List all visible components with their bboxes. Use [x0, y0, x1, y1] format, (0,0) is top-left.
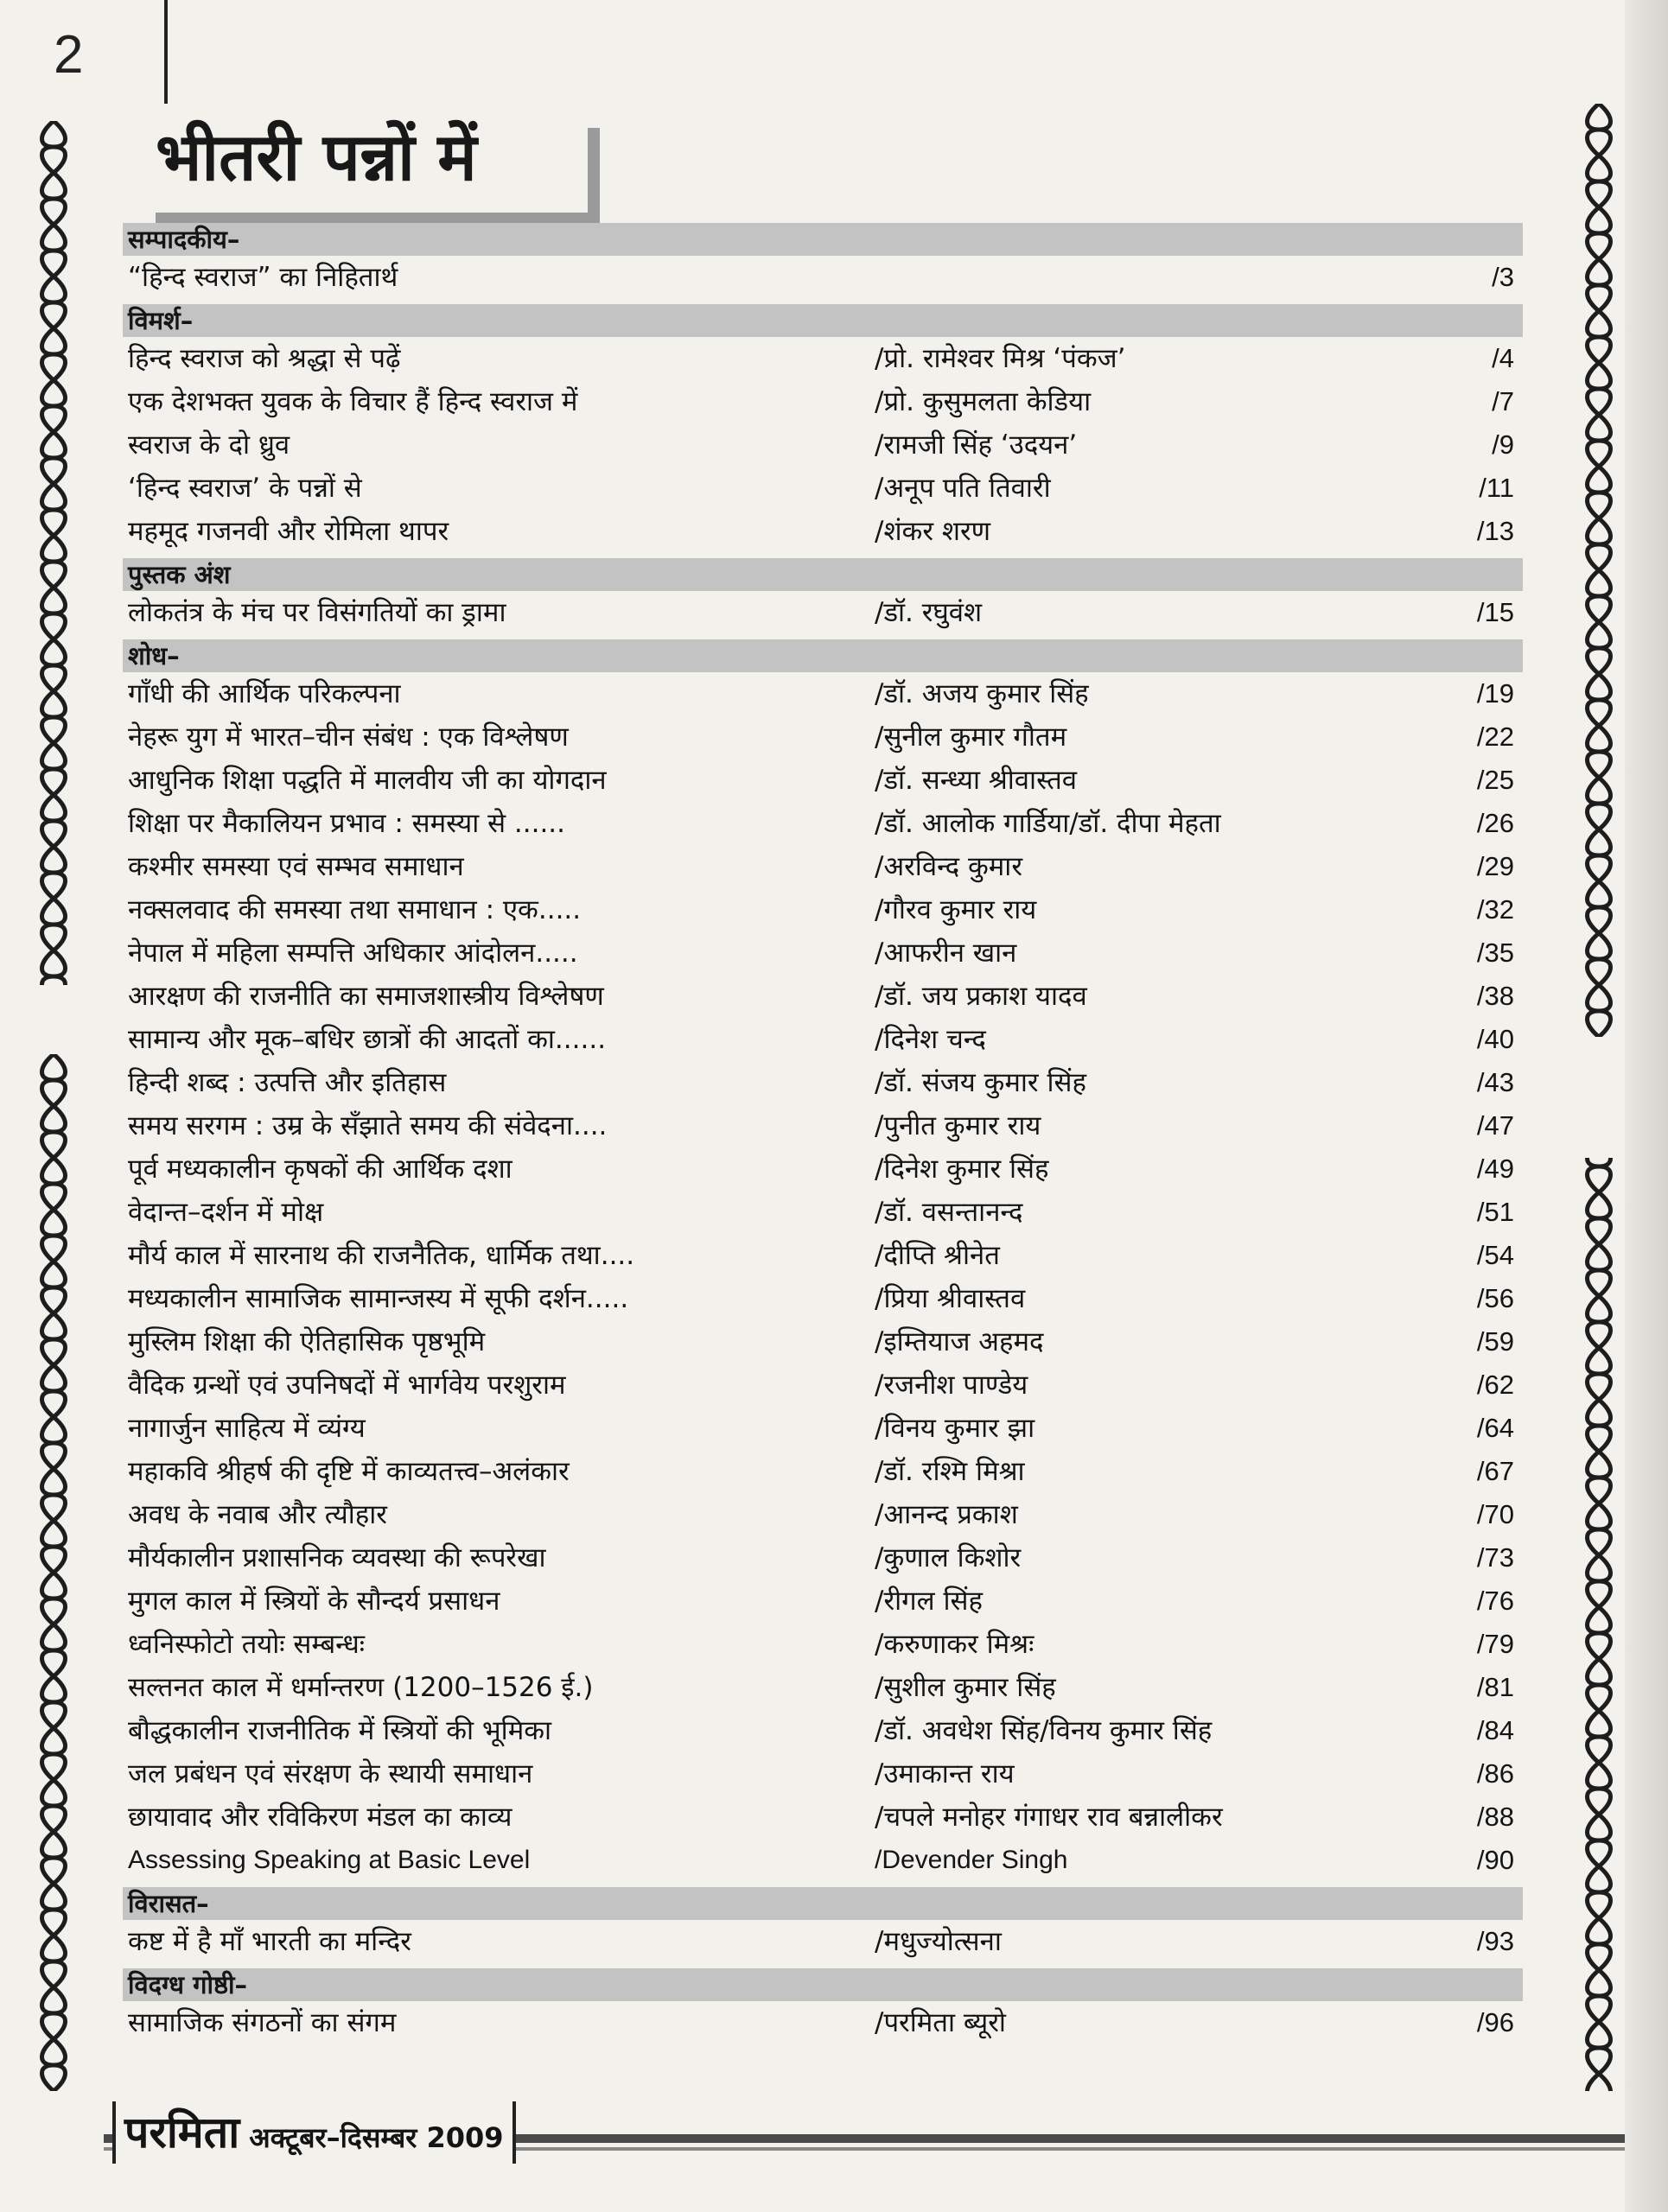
magazine-name: परमिता: [124, 2107, 240, 2158]
section-header: विदग्ध गोष्ठी–: [123, 1968, 1523, 2001]
article-title: गाँधी की आर्थिक परिकल्पना: [128, 678, 401, 709]
toc-entry[interactable]: [123, 1147, 1523, 1191]
article-title: हिन्द स्वराज को श्रद्धा से पढ़ें: [128, 343, 401, 374]
toc-entry[interactable]: [123, 1277, 1523, 1320]
toc-entry[interactable]: [123, 591, 1523, 634]
article-title: ध्वनिस्फोटो तयोः सम्बन्धः: [128, 1629, 366, 1660]
article-title: छायावाद और रविकिरण मंडल का काव्य: [128, 1802, 512, 1833]
article-author: /अरविन्द कुमार: [875, 851, 1023, 882]
article-author: /सुशील कुमार सिंह: [875, 1672, 1056, 1703]
page-ref: /49: [1476, 1154, 1514, 1184]
toc-entry[interactable]: [123, 1234, 1523, 1277]
toc-entry[interactable]: [123, 1104, 1523, 1147]
page-heading: भीतरी पन्नों में: [156, 118, 477, 195]
article-author: /शंकर शरण: [875, 516, 991, 547]
toc-entry[interactable]: [123, 510, 1523, 553]
toc-entry[interactable]: [123, 1752, 1523, 1796]
toc-entry[interactable]: [123, 715, 1523, 759]
page-ref: /93: [1476, 1926, 1514, 1956]
article-title: जल प्रबंधन एवं संरक्षण के स्थायी समाधान: [128, 1758, 533, 1789]
toc-entry[interactable]: [123, 1536, 1523, 1580]
toc-entry[interactable]: [123, 1493, 1523, 1536]
article-title: वेदान्त–दर्शन में मोक्ष: [128, 1197, 324, 1228]
page-ref: /76: [1476, 1586, 1514, 1616]
article-author: /दिनेश कुमार सिंह: [875, 1154, 1049, 1185]
article-author: /उमाकान्त राय: [875, 1758, 1015, 1789]
article-author: /डॉ. आलोक गार्डिया/डॉ. दीपा मेहता: [875, 808, 1221, 839]
page-ref: /51: [1476, 1197, 1514, 1227]
article-title: आरक्षण की राजनीति का समाजशास्त्रीय विश्लेषण: [128, 981, 604, 1012]
article-author: /डॉ. रघुवंश: [875, 597, 983, 628]
toc-entry[interactable]: [123, 845, 1523, 888]
page-number: 2: [54, 25, 84, 85]
page-ref: /64: [1476, 1413, 1514, 1443]
article-author: /इम्तियाज अहमद: [875, 1326, 1044, 1357]
page-ref: /32: [1476, 894, 1514, 925]
toc-entry[interactable]: [123, 2001, 1523, 2044]
toc-entry[interactable]: [123, 1580, 1523, 1623]
toc-entry[interactable]: [123, 1363, 1523, 1407]
article-title: “हिन्द स्वराज” का निहितार्थ: [128, 262, 398, 293]
article-author: /रजनीश पाण्डेय: [875, 1370, 1028, 1401]
page-ref: /15: [1476, 597, 1514, 627]
page-ref: /4: [1492, 343, 1514, 373]
article-author: /डॉ. अजय कुमार सिंह: [875, 678, 1089, 709]
article-title: नेहरू युग में भारत–चीन संबंध : एक विश्लेषण: [128, 721, 569, 753]
article-title: मध्यकालीन सामाजिक सामान्जस्य में सूफी दर्शन.....: [128, 1283, 629, 1314]
toc-entry[interactable]: [123, 1191, 1523, 1234]
page-ref: /38: [1476, 981, 1514, 1011]
toc-entry[interactable]: [123, 256, 1523, 299]
toc-entry[interactable]: [123, 467, 1523, 510]
page-ref: /70: [1476, 1499, 1514, 1529]
page-ref: /7: [1492, 386, 1514, 416]
article-title: कष्ट में है माँ भारती का मन्दिर: [128, 1926, 411, 1957]
page-ref: /84: [1476, 1715, 1514, 1745]
article-author: /पुनीत कुमार राय: [875, 1110, 1041, 1141]
page-ref: /26: [1476, 808, 1514, 838]
article-author: /विनय कुमार झा: [875, 1413, 1035, 1444]
toc-entry[interactable]: [123, 802, 1523, 845]
article-title: शिक्षा पर मैकालियन प्रभाव : समस्या से ......: [128, 808, 566, 839]
article-title: मुगल काल में स्त्रियों के सौन्दर्य प्रसाधन: [128, 1586, 500, 1617]
page-ref: /86: [1476, 1758, 1514, 1789]
article-title: वैदिक ग्रन्थों एवं उपनिषदों में भार्गवेय परशुराम: [128, 1370, 566, 1401]
section-header: पुस्तक अंश: [123, 558, 1523, 591]
page-ref: /19: [1476, 678, 1514, 709]
article-author: /आनन्द प्रकाश: [875, 1499, 1018, 1530]
article-title: अवध के नवाब और त्यौहार: [128, 1499, 387, 1530]
article-author: /प्रिया श्रीवास्तव: [875, 1283, 1026, 1314]
toc-entry[interactable]: [123, 672, 1523, 715]
toc-entry[interactable]: [123, 975, 1523, 1018]
article-author: /रामजी सिंह ‘उदयन’: [875, 429, 1078, 461]
article-author: /गौरव कुमार राय: [875, 894, 1037, 925]
footer: [112, 2101, 516, 2164]
page-ref: /67: [1476, 1456, 1514, 1486]
page-ref: /54: [1476, 1240, 1514, 1270]
article-author: /प्रो. कुसुमलता केडिया: [875, 386, 1092, 417]
article-author: /डॉ. जय प्रकाश यादव: [875, 981, 1087, 1012]
page-ref: /9: [1492, 429, 1514, 460]
toc-entry[interactable]: [123, 1796, 1523, 1839]
page-ref: /35: [1476, 938, 1514, 968]
article-title: कश्मीर समस्या एवं सम्भव समाधान: [128, 851, 464, 882]
article-author: /कुणाल किशोर: [875, 1542, 1022, 1573]
toc-entry[interactable]: [123, 423, 1523, 467]
article-title: Assessing Speaking at Basic Level: [128, 1846, 531, 1874]
article-title: महमूद गजनवी और रोमिला थापर: [128, 516, 449, 547]
page-ref: /11: [1479, 473, 1514, 503]
article-author: /डॉ. संजय कुमार सिंह: [875, 1067, 1086, 1098]
article-title: नेपाल में महिला सम्पत्ति अधिकार आंदोलन.....: [128, 938, 578, 969]
page-ref: /79: [1476, 1629, 1514, 1659]
page-ref: /90: [1476, 1845, 1514, 1875]
section-header: विमर्श–: [123, 304, 1523, 337]
toc-entry[interactable]: [123, 1450, 1523, 1493]
page-ref: /47: [1476, 1110, 1514, 1141]
toc-entry[interactable]: [123, 1839, 1523, 1882]
left-ornamental-border: [36, 121, 71, 2091]
article-author: /आफरीन खान: [875, 938, 1017, 969]
article-title: मौर्यकालीन प्रशासनिक व्यवस्था की रूपरेखा: [128, 1542, 546, 1573]
page-ref: /22: [1476, 721, 1514, 752]
article-author: /Devender Singh: [875, 1846, 1068, 1874]
article-title: एक देशभक्त युवक के विचार हैं हिन्द स्वराज में: [128, 386, 578, 417]
toc-entry[interactable]: [123, 337, 1523, 380]
heading-shadow: [588, 128, 600, 225]
article-title: समय सरगम : उम्र के सँझाते समय की संवेदना....: [128, 1110, 608, 1141]
page-ref: /25: [1476, 765, 1514, 795]
article-title: ‘हिन्द स्वराज’ के पन्नों से: [128, 473, 362, 504]
page-ref: /3: [1492, 262, 1514, 292]
article-author: /मधुज्योत्सना: [875, 1926, 1002, 1957]
toc-entry[interactable]: [123, 759, 1523, 802]
article-author: /अनूप पति तिवारी: [875, 473, 1051, 504]
article-author: /डॉ. सन्ध्या श्रीवास्तव: [875, 765, 1078, 796]
page-ref: /40: [1476, 1024, 1514, 1054]
toc-entry[interactable]: [123, 1018, 1523, 1061]
article-title: लोकतंत्र के मंच पर विसंगतियों का ड्रामा: [128, 597, 506, 628]
issue-date: अक्टूबर–दिसम्बर 2009: [249, 2121, 504, 2154]
page-ref: /88: [1476, 1802, 1514, 1832]
page-ref: /62: [1476, 1370, 1514, 1400]
page-ref: /13: [1476, 516, 1514, 546]
article-title: मौर्य काल में सारनाथ की राजनैतिक, धार्मिक तथा....: [128, 1240, 635, 1271]
article-title: बौद्धकालीन राजनीतिक में स्त्रियों की भूमिका: [128, 1715, 552, 1746]
right-ornamental-border: [1582, 104, 1616, 2091]
page-ref: /73: [1476, 1542, 1514, 1573]
article-author: /दीप्ति श्रीनेत: [875, 1240, 1000, 1271]
article-title: स्वराज के दो ध्रुव: [128, 429, 290, 461]
article-author: /सुनील कुमार गौतम: [875, 721, 1067, 753]
article-title: हिन्दी शब्द : उत्पत्ति और इतिहास: [128, 1067, 447, 1098]
toc-entry[interactable]: [123, 931, 1523, 975]
article-title: मुस्लिम शिक्षा की ऐतिहासिक पृष्ठभूमि: [128, 1326, 486, 1357]
article-author: /प्रो. रामेश्वर मिश्र ‘पंकज’: [875, 343, 1126, 374]
article-author: /दिनेश चन्द: [875, 1024, 986, 1055]
article-title: महाकवि श्रीहर्ष की दृष्टि में काव्यतत्त्व–अलंकार: [128, 1456, 570, 1487]
toc-entry[interactable]: [123, 1920, 1523, 1963]
article-author: /चपले मनोहर गंगाधर राव बन्नालीकर: [875, 1802, 1223, 1833]
toc-entry[interactable]: [123, 1709, 1523, 1752]
section-header: शोध–: [123, 639, 1523, 672]
article-author: /डॉ. वसन्तानन्द: [875, 1197, 1023, 1228]
article-author: /डॉ. रश्मि मिश्रा: [875, 1456, 1025, 1487]
article-author: /रीगल सिंह: [875, 1586, 983, 1617]
article-title: पूर्व मध्यकालीन कृषकों की आर्थिक दशा: [128, 1154, 512, 1185]
article-title: आधुनिक शिक्षा पद्धति में मालवीय जी का योगदान: [128, 765, 607, 796]
article-title: सामान्य और मूक–बधिर छात्रों की आदतों का......: [128, 1024, 607, 1055]
page-ref: /29: [1476, 851, 1514, 881]
page-ref: /81: [1476, 1672, 1514, 1702]
toc-entry[interactable]: [123, 380, 1523, 423]
toc-entry[interactable]: [123, 1320, 1523, 1363]
article-title: सामाजिक संगठनों का संगम: [128, 2007, 397, 2038]
toc-entry[interactable]: [123, 1407, 1523, 1450]
page-ref: /43: [1476, 1067, 1514, 1097]
heading-box: [130, 102, 588, 206]
article-title: नागार्जुन साहित्य में व्यंग्य: [128, 1413, 366, 1444]
section-header: विरासत–: [123, 1887, 1523, 1920]
toc-entry[interactable]: [123, 1623, 1523, 1666]
toc-entry[interactable]: [123, 888, 1523, 931]
page-ref: /56: [1476, 1283, 1514, 1313]
article-author: /डॉ. अवधेश सिंह/विनय कुमार सिंह: [875, 1715, 1213, 1746]
toc-entry[interactable]: [123, 1666, 1523, 1709]
table-of-contents: [123, 218, 1523, 2044]
article-title: नक्सलवाद की समस्या तथा समाधान : एक.....: [128, 894, 582, 925]
article-title: सल्तनत काल में धर्मान्तरण (1200–1526 ई.): [128, 1672, 594, 1703]
toc-entry[interactable]: [123, 1061, 1523, 1104]
article-author: /करुणाकर मिश्रः: [875, 1629, 1035, 1660]
page-edge-shade: [1625, 0, 1668, 2212]
page-ref: /96: [1476, 2007, 1514, 2037]
page-ref: /59: [1476, 1326, 1514, 1357]
section-header: सम्पादकीय–: [123, 223, 1523, 256]
article-author: /परमिता ब्यूरो: [875, 2007, 1006, 2038]
top-margin-rule: [164, 0, 168, 104]
